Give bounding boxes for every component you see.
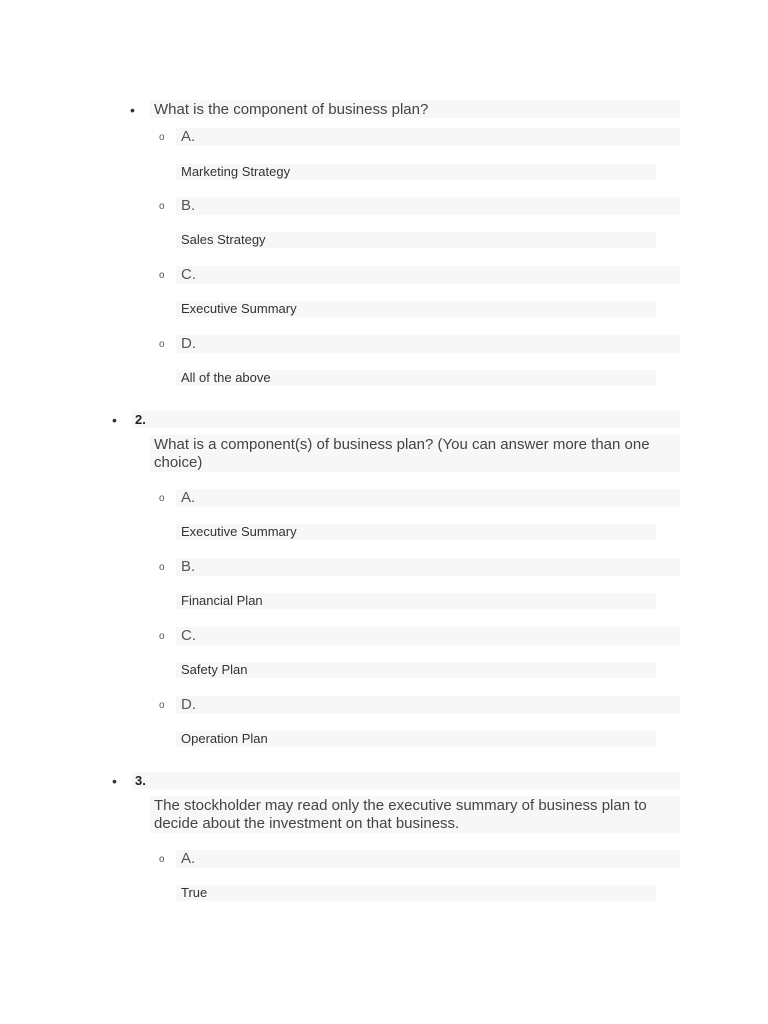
answer-text[interactable]: Executive Summary — [181, 524, 297, 539]
option-letter[interactable]: B. — [181, 558, 196, 575]
option-letter[interactable]: D. — [181, 696, 196, 713]
question-1-text: What is the component of business plan? — [154, 101, 429, 118]
answer-text[interactable]: Marketing Strategy — [181, 164, 291, 179]
option-marker: o — [159, 339, 165, 350]
option-marker: o — [159, 562, 165, 573]
option-band — [176, 128, 680, 146]
answer-text[interactable]: Executive Summary — [181, 301, 297, 316]
option-marker: o — [159, 201, 165, 212]
option-band — [176, 850, 680, 868]
option-band — [176, 696, 680, 714]
question-3-bullet: • — [112, 773, 117, 789]
option-marker: o — [159, 700, 165, 711]
option-band — [176, 627, 680, 645]
option-band — [176, 558, 680, 576]
answer-text[interactable]: Sales Strategy — [181, 232, 266, 247]
option-letter[interactable]: C. — [181, 266, 196, 283]
option-marker: o — [159, 270, 165, 281]
option-letter[interactable]: A. — [181, 128, 196, 145]
question-3-number-band — [132, 772, 680, 789]
question-2-text: What is a component(s) of business plan? (You can answer more than one choice) — [154, 436, 650, 471]
answer-band — [176, 885, 656, 901]
option-letter[interactable]: B. — [181, 197, 196, 214]
question-2-number: 2. — [135, 412, 146, 427]
option-letter[interactable]: A. — [181, 489, 196, 506]
option-letter[interactable]: C. — [181, 627, 196, 644]
question-3-text: The stockholder may read only the executive summary of business plan to decide about the investment on that business. — [154, 797, 647, 832]
question-2-bullet: • — [112, 412, 117, 428]
question-2-number-band — [132, 411, 680, 428]
option-band — [176, 335, 680, 353]
answer-text[interactable]: True — [181, 885, 208, 900]
option-band — [176, 266, 680, 284]
answer-text[interactable]: All of the above — [181, 370, 271, 385]
option-letter[interactable]: A. — [181, 850, 196, 867]
answer-text[interactable]: Operation Plan — [181, 731, 268, 746]
option-marker: o — [159, 854, 165, 865]
option-band — [176, 197, 680, 215]
question-3-number: 3. — [135, 773, 146, 788]
question-1-bullet: • — [130, 102, 135, 118]
answer-band — [176, 662, 656, 678]
answer-text[interactable]: Financial Plan — [181, 593, 263, 608]
option-marker: o — [159, 132, 165, 143]
option-marker: o — [159, 631, 165, 642]
option-marker: o — [159, 493, 165, 504]
answer-text[interactable]: Safety Plan — [181, 662, 248, 677]
option-band — [176, 489, 680, 507]
option-letter[interactable]: D. — [181, 335, 196, 352]
